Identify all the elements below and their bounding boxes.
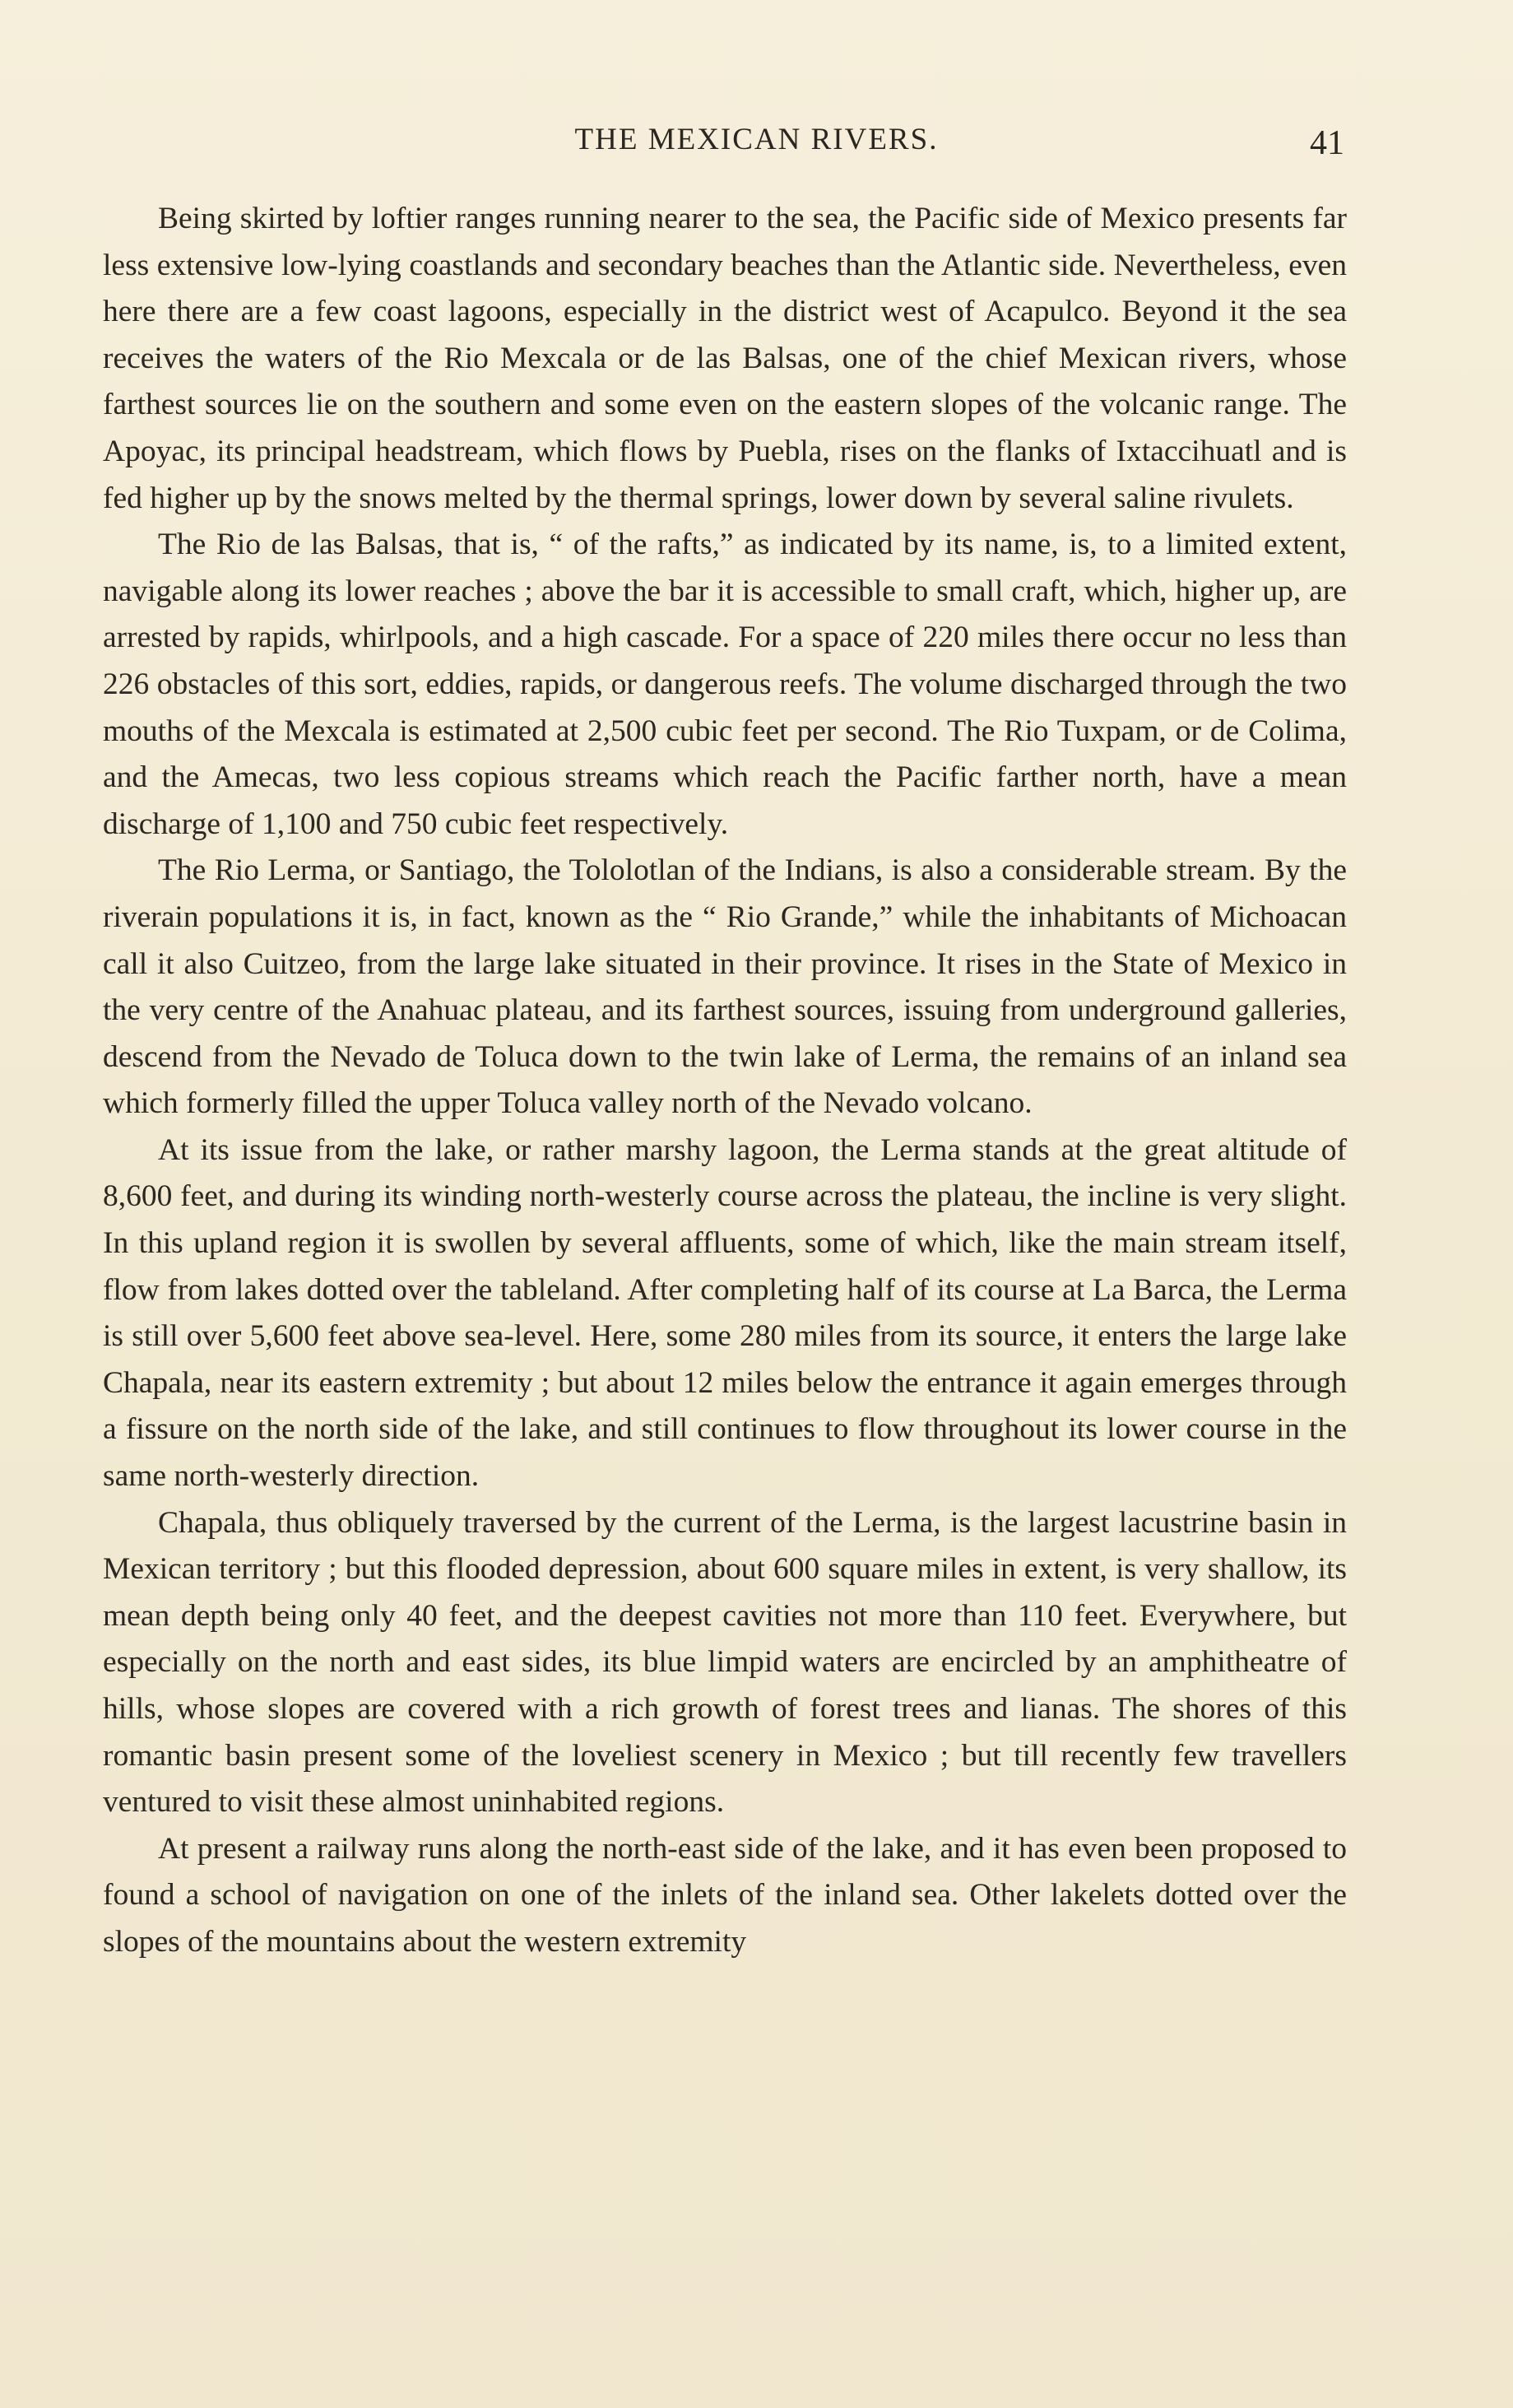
paragraph: At present a railway runs along the north-east side of the lake, and it has even been proposed to found a school of navigation on one of the inlets of the inland sea. Other lakelets dotted over the slopes of the mountains about the western extremity	[103, 1831, 1347, 1959]
paragraph: The Rio Lerma, or Santiago, the Tololotlan of the Indians, is also a considerable stream. By the riverain populations it is, in fact, known as the “ Rio Grande,” while the inhabitants of Michoacan call it also Cuitzeo, from the large lake situated in their province. It rises in the State of Mexico in the very centre of the Anahuac plateau, and its farthest sources, issuing from underground galleries, descend from the Nevado de Toluca down to the twin lake of Lerma, the remains of an inland sea which formerly filled the upper Toluca valley north of the Nevado volcano.	[103, 853, 1347, 1121]
running-title: THE MEXICAN RIVERS.	[574, 123, 939, 156]
body-text	[103, 196, 1347, 1966]
running-header	[0, 115, 1513, 165]
page-number: 41	[1310, 124, 1344, 162]
paragraph: The Rio de las Balsas, that is, “ of the rafts,” as indicated by its name, is, to a limited extent, navigable along its lower reaches ; above the bar it is accessible to small craft, which, higher up, are arrested by rapids, whirlpools, and a high cascade. For a space of 220 miles there occur no less than 226 obstacles of this sort, eddies, rapids, or dangerous reefs. The volume discharged through the two mouths of the Mexcala is estimated at 2,500 cubic feet per second. The Rio Tuxpam, or de Colima, and the Amecas, two less copious streams which reach the Pacific farther north, have a mean discharge of 1,100 and 750 cubic feet respectively.	[103, 528, 1347, 841]
paragraph: Chapala, thus obliquely traversed by the current of the Lerma, is the largest lacustrine basin in Mexican territory ; but this flooded depression, about 600 square miles in extent, is very shallow, its mean depth being only 40 feet, and the deepest cavities not more than 110 feet. Everywhere, but especially on the north and east sides, its blue limpid waters are encircled by an amphitheatre of hills, whose slopes are covered with a rich growth of forest trees and lianas. The shores of this romantic basin present some of the loveliest scenery in Mexico ; but till recently few travellers ventured to visit these almost uninhabited regions.	[103, 1505, 1347, 1820]
paragraph: At its issue from the lake, or rather marshy lagoon, the Lerma stands at the great altitude of 8,600 feet, and during its winding north-westerly course across the plateau, the incline is very slight. In this upland region it is swollen by several affluents, some of which, like the main stream itself, flow from lakes dotted over the tableland. After completing half of its course at La Barca, the Lerma is still over 5,600 feet above sea-level. Here, some 280 miles from its source, it enters the large lake Chapala, near its eastern extremity ; but about 12 miles below the entrance it again emerges through a fissure on the north side of the lake, and still continues to flow throughout its lower course in the same north-westerly direction.	[103, 1132, 1347, 1494]
paragraph: Being skirted by loftier ranges running nearer to the sea, the Pacific side of Mexico presents far less extensive low-lying coastlands and secondary beaches than the Atlantic side. Nevertheless, even here there are a few coast lagoons, especially in the district west of Acapulco. Beyond it the sea receives the waters of the Rio Mexcala or de las Balsas, one of the chief Mexican rivers, whose farthest sources lie on the southern and some even on the eastern slopes of the volcanic range. The Apoyac, its principal headstream, which flows by Puebla, rises on the flanks of Ixtaccihuatl and is fed higher up by the snows melted by the thermal springs, lower down by several saline rivulets.	[103, 202, 1347, 515]
